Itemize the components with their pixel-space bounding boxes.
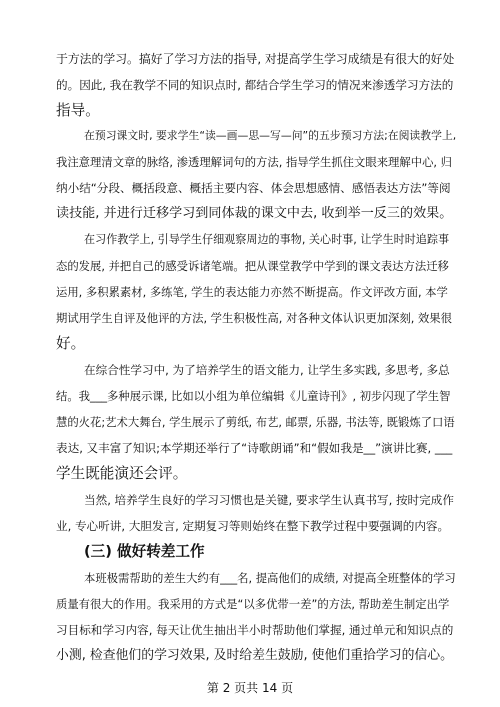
paragraph-line: 在综合性学习中, 为了培养学生的语文能力, 让学生多实践, 多思考, 多总 — [84, 363, 450, 377]
paragraph-line: 结。我___多种展示课, 比如以小组为单位编辑《儿童诗刊》, 初步闪现了学生智 — [56, 389, 451, 403]
paragraph-line: 在习作教学上, 引导学生仔细观察周边的事物, 关心时事, 让学生时时追踪事 — [84, 233, 450, 246]
paragraph-line: 业, 专心听讲, 大胆发言, 定期复习等则始终在整下教学过程中要强调的内容。 — [56, 519, 450, 533]
paragraph-line: 质量有很大的作用。我采用的方式是“以多优带一差”的方法, 帮助差生制定出学 — [56, 597, 450, 611]
paragraph-line: 在预习课文时, 要求学生“读—画—思—写—问”的五步预习方法;在阅读教学上, — [84, 129, 457, 142]
paragraph-line: 当然, 培养学生良好的学习习惯也是关键, 要求学生认真书写, 按时完成作 — [84, 493, 454, 507]
paragraph-line: 我注意理清文章的脉络, 渗透理解词句的方法, 指导学生抓住文眼来理解中心, 归 — [56, 155, 452, 169]
paragraph-line: 本班极需帮助的差生大约有___名, 提高他们的成绩, 对提高全班整体的学习 — [84, 571, 456, 585]
paragraph-line: 学生既能演还会评。 — [56, 465, 188, 482]
paragraph-line: 小测, 检查他们的学习效果, 及时给差生鼓励, 使他们重拾学习的信心。 — [56, 648, 453, 663]
paragraph-line: 慧的火花;艺术大舞台, 学生展示了剪纸, 布艺, 邮票, 乐器, 书法等, 既锻炼了口语 — [56, 415, 455, 429]
paragraph-line: 期试用学生自评及他评的方法, 学生积极性高, 对各种文体认识更加深刻, 效果很 — [56, 311, 452, 325]
paragraph-line: 习目标和学习内容, 每天让优生抽出半小时帮助他们掌握, 通过单元和知识点的 — [56, 623, 454, 637]
section-heading: (三) 做好转差工作 — [84, 543, 205, 560]
paragraph-line: 态的发展, 并把自己的感受诉诸笔端。把从课堂教学中学到的课文表达方法迁移 — [56, 259, 449, 273]
paragraph-line: 表达, 又丰富了知识;本学期还举行了“诗歌朗诵”和“假如我是__”演讲比赛, ___ — [56, 441, 453, 455]
paragraph-line: 运用, 多积累素材, 多练笔, 学生的表达能力亦然不断提高。作文评改方面, 本学 — [56, 285, 448, 299]
paragraph-line: 的。因此, 我在教学不同的知识点时, 都结合学生学习的情况来渗透学习方法的 — [56, 78, 454, 92]
paragraph-line: 好。 — [56, 335, 86, 352]
paragraph-line: 纳小结“分段、概括段意、概括主要内容、体会思想感情、感悟表达方法”等阅 — [56, 181, 451, 195]
paragraph-line: 于方法的学习。搞好了学习方法的指导, 对提高学生学习成绩是有很大的好处 — [56, 52, 455, 66]
paragraph-line: 指导。 — [56, 102, 100, 119]
paragraph-line: 读技能, 并进行迁移学习到同体裁的课文中去, 收到举一反三的效果。 — [56, 206, 453, 221]
page-footer: 第 2 页共 14 页 — [206, 681, 294, 695]
